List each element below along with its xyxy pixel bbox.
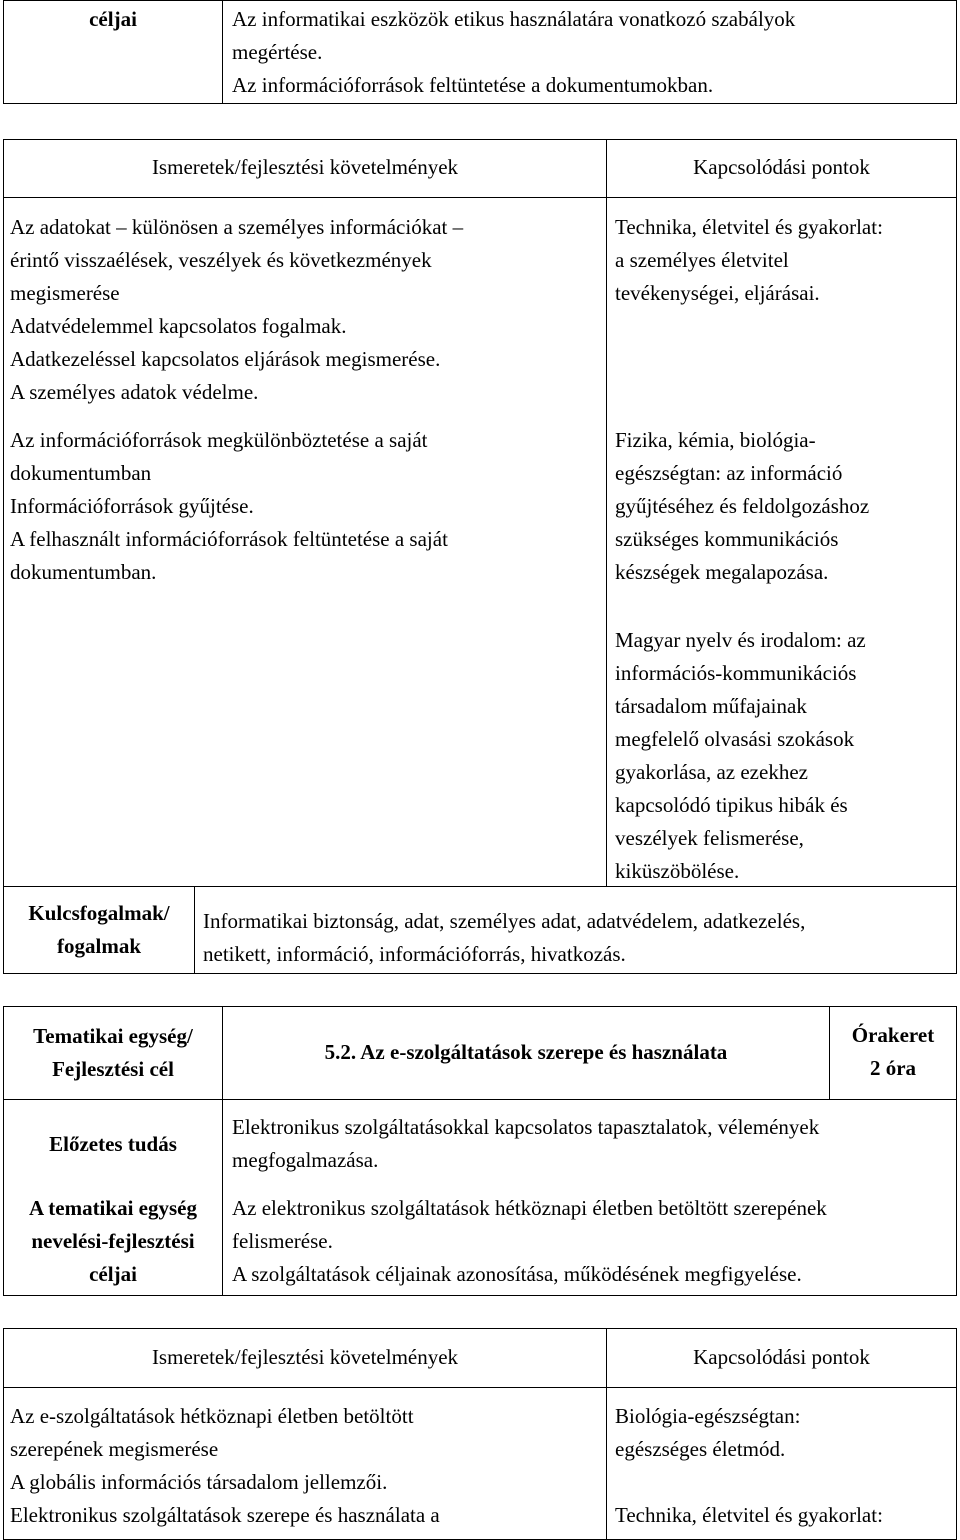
text-line: Informatikai biztonság, adat, személyes adat, adatvédelem, adatkezelés, [203,909,806,933]
text-line: Tematikai egység/ [33,1024,193,1048]
connections-header: Kapcsolódási pontok [693,1345,870,1369]
text-line: netikett, információ, információforrás, hivatkozás. [203,942,626,966]
requirements-text [10,1400,440,1532]
text-line: Az e-szolgáltatások hétköznapi életben betöltött [10,1404,414,1428]
text-line: Kulcsfogalmak/ [28,901,170,925]
unit-title: 5.2. Az e-szolgáltatások szerepe és használata [324,1040,728,1064]
text-line: információs-kommunikációs [615,661,857,685]
header-divider [3,1387,957,1388]
text-line: Az információforrások feltüntetése a dokumentumokban. [232,73,714,97]
text-line: Magyar nyelv és irodalom: az [615,628,866,652]
text-line: felismerése. [232,1229,333,1253]
text-line: gyakorlása, az ezekhez [615,760,808,784]
text-line: Technika, életvitel és gyakorlat: [615,1503,883,1527]
development-goals-text [232,1192,827,1291]
connections-block-2 [615,424,869,589]
text-line: Technika, életvitel és gyakorlat: [615,215,883,239]
text-line: A személyes adatok védelme. [10,380,259,404]
header-divider [3,197,957,198]
text-line: A felhasznált információforrások feltüntetése a saját [10,527,448,551]
text-line: A szolgáltatások céljainak azonosítása, működésének megfigyelése. [232,1262,802,1286]
row-divider [3,1099,957,1100]
prior-knowledge-text [232,1111,819,1177]
text-line: egészségtan: az információ [615,461,843,485]
text-line: Információforrások gyűjtése. [10,494,254,518]
unit-label [4,1020,222,1086]
connections-block-1 [615,211,883,310]
text-line: Adatkezeléssel kapcsolatos eljárások megismerése. [10,347,441,371]
text-line: készségek megalapozása. [615,560,829,584]
text-line: Az adatokat – különösen a személyes információkat – [10,215,464,239]
key-concepts-label [4,897,194,963]
text-line: Biológia-egészségtan: [615,1404,801,1428]
text-line: Fejlesztési cél [52,1057,174,1081]
text-line: Adatvédelemmel kapcsolatos fogalmak. [10,314,347,338]
text-line: szükséges kommunikációs [615,527,839,551]
text-line: A tematikai egység [29,1196,197,1220]
requirements-header: Ismeretek/fejlesztési követelmények [151,155,459,179]
text-line: megfogalmazása. [232,1148,379,1172]
text-line: megismerése [10,281,120,305]
table-divider [222,0,223,104]
connections-header: Kapcsolódási pontok [693,155,870,179]
text-line: Fizika, kémia, biológia- [615,428,816,452]
text-line: céljai [89,1262,137,1286]
text-line: A globális információs társadalom jellemzői. [10,1470,388,1494]
text-line: Elektronikus szolgáltatások szerepe és használata a [10,1503,440,1527]
text-line: megértése. [232,40,323,64]
text-line: dokumentumban. [10,560,157,584]
text-line: tevékenységei, eljárásai. [615,281,820,305]
text-line: fogalmak [57,934,141,958]
hours-label [830,1019,956,1085]
text-line: kiküszöbölése. [615,859,740,883]
text-line: nevelési-fejlesztési [31,1229,195,1253]
text-line: Az információforrások megkülönböztetése a saját [10,428,428,452]
development-goals-label [4,1192,222,1291]
connections-block-2 [615,1499,883,1532]
key-column-divider [194,886,195,974]
text-line: gyűjtéséhez és feldolgozáshoz [615,494,870,518]
text-line: a személyes életvitel [615,248,789,272]
text-line: érintő visszaélések, veszélyek és következmények [10,248,432,272]
text-line: megfelelő olvasási szokások [615,727,855,751]
text-line: dokumentumban [10,461,152,485]
text-line: kapcsolódó tipikus hibák és [615,793,848,817]
text-line: egészséges életmód. [615,1437,786,1461]
requirements-header: Ismeretek/fejlesztési követelmények [151,1345,459,1369]
requirements-block-2 [10,424,448,589]
text-line: szerepének megismerése [10,1437,219,1461]
text-line: Az informatikai eszközök etikus használatára vonatkozó szabályok [232,7,796,31]
connections-block-3 [615,624,866,888]
connections-block-1 [615,1400,800,1466]
text-line: Órakeret [851,1023,935,1047]
requirements-block-1 [10,211,463,409]
prior-knowledge-label: Előzetes tudás [49,1132,177,1156]
goals-label: céljai [89,7,137,31]
text-line: veszélyek felismerése, [615,826,804,850]
text-line: Az elektronikus szolgáltatások hétköznapi életben betöltött szerepének [232,1196,827,1220]
goals-text [232,3,795,102]
text-line: 2 óra [869,1056,917,1080]
text-line: társadalom műfajainak [615,694,807,718]
text-line: Elektronikus szolgáltatásokkal kapcsolatos tapasztalatok, vélemények [232,1115,820,1139]
column-divider [606,139,607,886]
key-concepts-text [203,905,805,971]
